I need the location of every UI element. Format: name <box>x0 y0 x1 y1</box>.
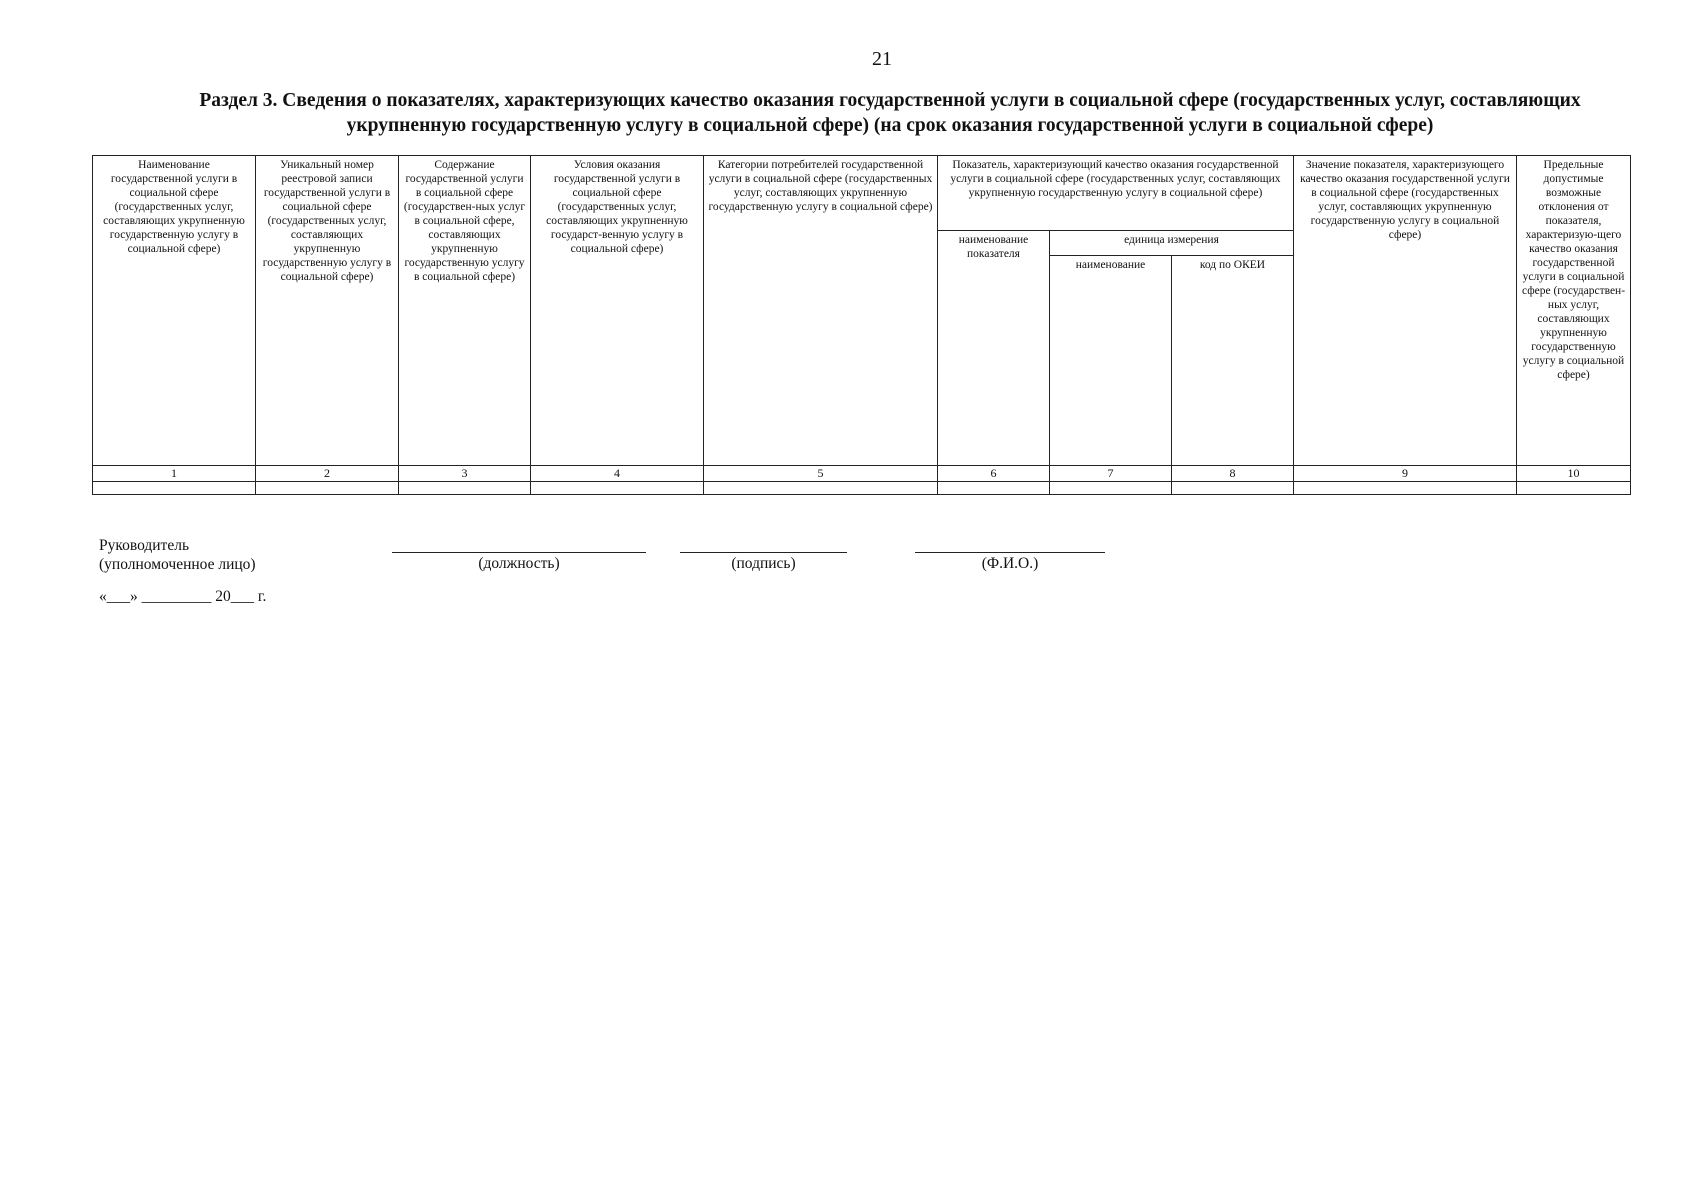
section-title-line-2: укрупненную государственную услугу в социальной сфере) (на срок оказания государственной услуги в социальной сфере) <box>346 115 1434 136</box>
column-number-8: 8 <box>1172 466 1294 482</box>
name-caption: (Ф.И.О.) <box>981 555 1039 572</box>
column-number-4: 4 <box>531 466 704 482</box>
name-field[interactable] <box>915 536 1105 573</box>
header-col-3: Содержание государственной услуги в социальной сфере (государствен-ных услуг в социальной сфере, составляющих укрупненную государственную услугу в социальной сфере) <box>399 156 531 466</box>
header-col-5: Категории потребителей государственной услуги в социальной сфере (государственных услуг, составляющих укрупненную государственную услугу в социальной сфере) <box>704 156 938 466</box>
column-number-6: 6 <box>938 466 1050 482</box>
position-caption: (должность) <box>478 555 560 572</box>
header-col-4: Условия оказания государственной услуги в социальной сфере (государственных услуг, составляющих укрупненную государст-венную услугу в социальной сфере) <box>531 156 704 466</box>
section-title-line-1: Раздел 3. Сведения о показателях, характеризующих качество оказания государственной услуги в социальной сфере (государственных услуг, составляющих <box>199 90 1581 111</box>
column-number-row <box>93 466 1631 482</box>
header-col-7: наименование <box>1050 256 1172 466</box>
indicators-table <box>92 155 1631 495</box>
header-col-9: Значение показателя, характеризующего качество оказания государственной услуги в социальной сфере (государственных услуг, составляющих укрупненную государственную услугу в социальной сфере) <box>1294 156 1517 466</box>
section-title <box>140 88 1640 138</box>
signatory-label <box>99 536 256 574</box>
name-line[interactable] <box>915 536 1105 553</box>
data-cell-2[interactable] <box>256 482 399 495</box>
header-col-8: код по ОКЕИ <box>1172 256 1294 466</box>
column-number-2: 2 <box>256 466 399 482</box>
page-number: 21 <box>872 48 892 70</box>
table-row <box>93 482 1631 495</box>
signatory-label-line-2: (уполномоченное лицо) <box>99 556 256 573</box>
data-cell-10[interactable] <box>1517 482 1631 495</box>
header-group-indicator: Показатель, характеризующий качество оказания государственной услуги в социальной сфере (государственных услуг, составляющих укрупненную государственную услугу в социальной сфере) <box>938 156 1294 231</box>
signature-field[interactable] <box>680 536 847 573</box>
data-cell-9[interactable] <box>1294 482 1517 495</box>
column-number-5: 5 <box>704 466 938 482</box>
header-col-6: наименование показателя <box>938 231 1050 466</box>
signature-line[interactable] <box>680 536 847 553</box>
column-number-3: 3 <box>399 466 531 482</box>
data-cell-1[interactable] <box>93 482 256 495</box>
column-number-7: 7 <box>1050 466 1172 482</box>
data-cell-6[interactable] <box>938 482 1050 495</box>
header-col-2: Уникальный номер реестровой записи государственной услуги в социальной сфере (государственных услуг, составляющих укрупненную государственную услугу в социальной сфере) <box>256 156 399 466</box>
column-number-9: 9 <box>1294 466 1517 482</box>
signature-caption: (подпись) <box>731 555 796 572</box>
data-cell-5[interactable] <box>704 482 938 495</box>
column-number-1: 1 <box>93 466 256 482</box>
date-line[interactable]: «___» _________ 20___ г. <box>99 588 267 605</box>
header-col-10: Предельные допустимые возможные отклонения от показателя, характеризую-щего качество оказания государственной услуги в социальной сфере (государствен-ных услуг, составляющих укрупненную государственную услугу в социальной сфере) <box>1517 156 1631 466</box>
position-line[interactable] <box>392 536 646 553</box>
data-cell-4[interactable] <box>531 482 704 495</box>
table-header-row <box>93 156 1631 231</box>
data-cell-7[interactable] <box>1050 482 1172 495</box>
header-group-unit: единица измерения <box>1050 231 1294 256</box>
signatory-label-line-1: Руководитель <box>99 537 190 554</box>
column-number-10: 10 <box>1517 466 1631 482</box>
position-field[interactable] <box>392 536 646 573</box>
data-cell-3[interactable] <box>399 482 531 495</box>
header-col-1: Наименование государственной услуги в социальной сфере (государственных услуг, составляющих укрупненную государственную услугу в социальной сфере) <box>93 156 256 466</box>
data-cell-8[interactable] <box>1172 482 1294 495</box>
